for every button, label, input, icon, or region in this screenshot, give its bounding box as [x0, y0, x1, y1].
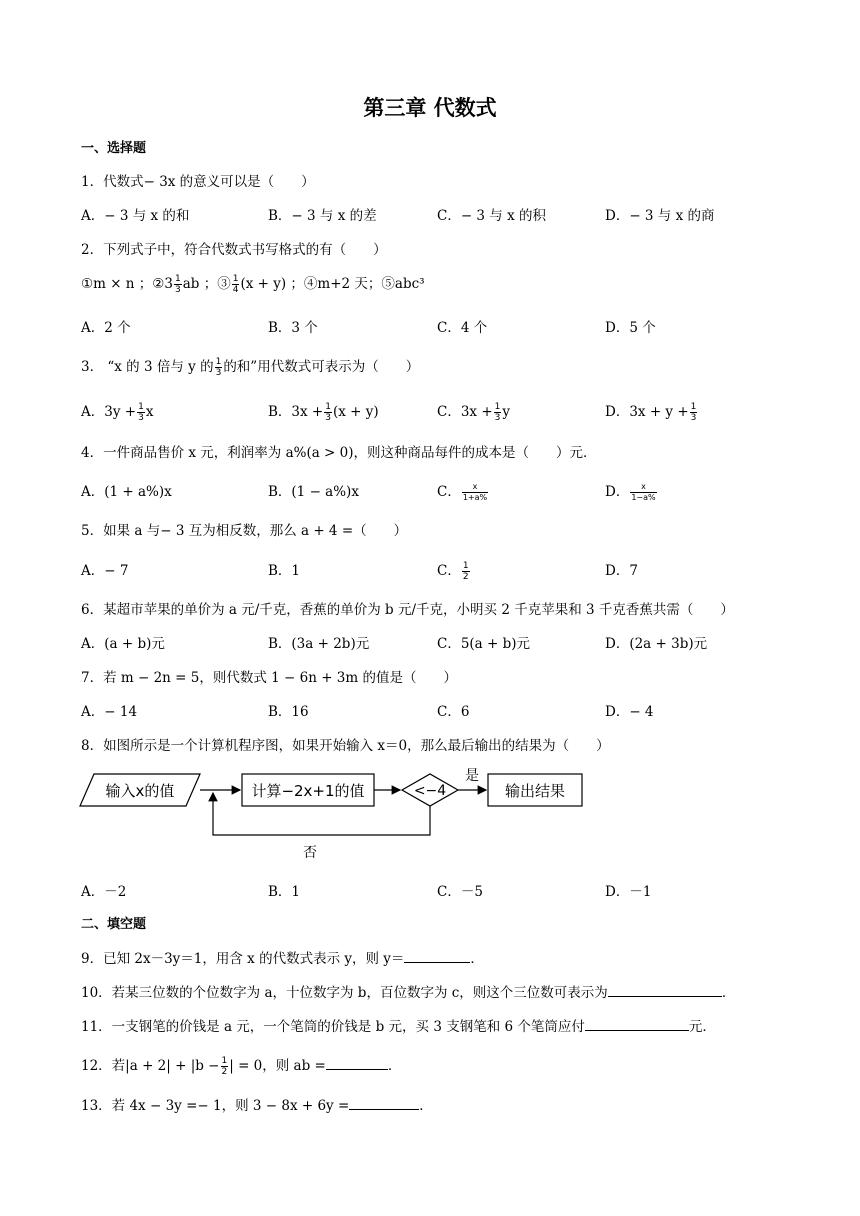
q7-option-b: B．16 — [268, 704, 309, 720]
question-12: 12．若|a + 2| + |b − $\frac{1}{2}$ | = 0，则 ab = ． — [81, 1056, 402, 1077]
answer-blank[interactable] — [585, 1018, 689, 1031]
q3-option-a: A．3y + $\frac{1}{3}$ x — [81, 402, 154, 423]
q4-option-a: A．(1 + a%)x — [81, 484, 172, 500]
flow-input-label: 输入x的值 — [105, 782, 175, 800]
q2-items-part3: (x + y) ；④m+2 天；⑤abc³ — [240, 276, 425, 292]
q2-option-a: A．2 个 — [81, 320, 131, 336]
question-7: 7．若 m − 2n = 5，则代数式 1 − 6n + 3m 的值是（ ） — [81, 670, 457, 686]
question-3: 3． “x 的 3 倍与 y 的 $\frac{1}{3}$ 的和”用代数式可表示为（ ） — [81, 357, 420, 378]
flow-condition-label: <−4 — [413, 783, 447, 799]
flow-yes-label: 是 — [465, 768, 479, 784]
q2-option-b: B．3 个 — [268, 320, 318, 336]
q7-option-c: C．6 — [437, 704, 470, 720]
question-8: 8．如图所示是一个计算机程序图，如果开始输入 x＝0，那么最后输出的结果为（ ） — [81, 738, 610, 754]
question-6: 6．某超市苹果的单价为 a 元/千克，香蕉的单价为 b 元/千克，小明买 2 千克苹果和 3 千克香蕉共需（ ） — [81, 602, 734, 618]
q8-option-b: B．1 — [268, 884, 301, 900]
flow-compute-label: 计算−2x+1的值 — [251, 782, 365, 800]
question-10: 10．若某三位数的个位数字为 a，十位数字为 b，百位数字为 c，则这个三位数可表示为 ． — [81, 985, 736, 1001]
answer-blank[interactable] — [608, 984, 722, 997]
question-11: 11．一支钢笔的价钱是 a 元，一个笔筒的价钱是 b 元，买 3 支钢笔和 6 个笔筒应付 元． — [81, 1019, 716, 1035]
question-1: 1．代数式− 3x 的意义可以是（ ） — [81, 174, 315, 190]
q8-option-c: C．－5 — [437, 884, 483, 900]
q2-items-part1: ①m × n ；②3 — [81, 276, 173, 292]
answer-blank[interactable] — [404, 950, 470, 963]
q4-option-c: C． $\frac{x}{1+a\%}$ — [437, 482, 488, 502]
q2-items-part2: ab ；③ — [182, 276, 231, 292]
flow-no-label: 否 — [303, 845, 317, 861]
question-5: 5．如果 a 与− 3 互为相反数，那么 a + 4 =（ ） — [81, 523, 408, 539]
fraction-one-third: $\frac{1}{3}$ — [215, 357, 222, 378]
q7-option-d: D．− 4 — [605, 704, 654, 720]
q2-option-d: D．5 个 — [605, 320, 656, 336]
fraction-one-third: $\frac{1}{3}$ — [174, 274, 181, 295]
q5-option-d: D．7 — [605, 563, 638, 579]
q1-option-a: A．− 3 与 x 的和 — [81, 208, 190, 224]
section-fill-blank: 二、填空题 — [81, 917, 147, 932]
flow-output-label: 输出结果 — [504, 782, 566, 800]
q1-option-b: B．− 3 与 x 的差 — [268, 208, 377, 224]
q1-option-d: D．− 3 与 x 的商 — [605, 208, 715, 224]
q3-option-b: B．3x + $\frac{1}{3}$ (x + y) — [268, 402, 379, 423]
page-title: 第三章 代数式 — [363, 96, 497, 120]
answer-blank[interactable] — [349, 1097, 419, 1110]
q4-option-d: D． $\frac{x}{1-a\%}$ — [605, 482, 656, 502]
q6-option-d: D．(2a + 3b)元 — [605, 636, 708, 652]
q5-option-b: B．1 — [268, 563, 301, 579]
question-9: 9．已知 2x－3y＝1，用含 x 的代数式表示 y，则 y＝ ． — [81, 951, 484, 967]
q6-option-a: A．(a + b)元 — [81, 636, 165, 652]
answer-blank[interactable] — [326, 1057, 388, 1070]
q3-option-c: C．3x + $\frac{1}{3}$ y — [437, 402, 511, 423]
q5-option-c: C． $\frac{1}{2}$ — [437, 561, 469, 582]
fraction-one-fourth: $\frac{1}{4}$ — [232, 274, 239, 295]
question-4: 4．一件商品售价 x 元，利润率为 a%(a > 0)，则这种商品每件的成本是（ ）元． — [81, 445, 597, 461]
program-flowchart — [78, 762, 598, 867]
question-2: 2．下列式子中，符合代数式书写格式的有（ ） — [81, 242, 387, 258]
q4-option-b: B．(1 − a%)x — [268, 484, 359, 500]
question-13: 13．若 4x − 3y =− 1，则 3 − 8x + 6y = ． — [81, 1098, 433, 1114]
section-choice: 一、选择题 — [81, 141, 147, 156]
q8-option-d: D．－1 — [605, 884, 652, 900]
q2-items — [81, 272, 425, 295]
q3-option-d: D．3x + y + $\frac{1}{3}$ — [605, 402, 697, 423]
q2-option-c: C．4 个 — [437, 320, 488, 336]
q6-option-b: B．(3a + 2b)元 — [268, 636, 370, 652]
q6-option-c: C．5(a + b)元 — [437, 636, 531, 652]
q5-option-a: A．− 7 — [81, 563, 129, 579]
q1-option-c: C．− 3 与 x 的积 — [437, 208, 547, 224]
q8-option-a: A．－2 — [81, 884, 127, 900]
q7-option-a: A．− 14 — [81, 704, 138, 720]
